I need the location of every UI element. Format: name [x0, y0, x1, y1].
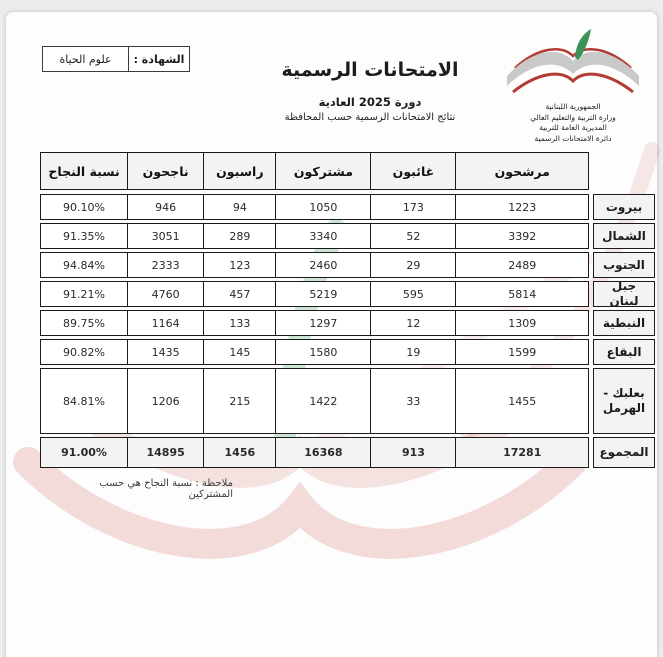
row-beirut: [40, 194, 655, 220]
table-cell: 1455: [508, 394, 537, 408]
table-cell: 33: [371, 369, 456, 433]
table-cell: 145: [204, 340, 276, 364]
row-south: [40, 252, 655, 278]
table-cell: 91.35%: [41, 224, 128, 248]
row-values: [40, 223, 589, 249]
header-passed: ناجحون: [128, 153, 204, 189]
table-cell: 2489: [508, 258, 537, 272]
header-absent: غائبون: [371, 153, 456, 189]
row-values: [40, 339, 589, 365]
table-cell: 90.10%: [41, 195, 128, 219]
page-subtitle: نتائج الامتحانات الرسمية حسب المحافظة: [284, 111, 456, 123]
row-values: [40, 310, 589, 336]
table-cell: 3340: [276, 224, 371, 248]
table-cell: 2333: [128, 253, 204, 277]
row-label: النبطية: [593, 310, 655, 336]
row-values: [40, 194, 589, 220]
session-title: دورة 2025 العادية: [318, 94, 422, 109]
table-cell: 1297: [276, 311, 371, 335]
table-cell: 19: [371, 340, 456, 364]
header-candidates: مرشحون: [494, 163, 550, 179]
table-cell: 29: [371, 253, 456, 277]
logo-line: المديرية العامة للتربية: [539, 123, 607, 132]
table-cell: 173: [371, 195, 456, 219]
certificate-label: الشهادة :: [128, 47, 189, 71]
row-values: [40, 252, 589, 278]
table-cell: 1309: [508, 316, 537, 330]
table-cell: 1580: [276, 340, 371, 364]
row-label: الشمال: [593, 223, 655, 249]
header-block: [40, 152, 589, 190]
row-north: [40, 223, 655, 249]
logo-line: دائرة الامتحانات الرسمية: [534, 133, 612, 143]
row-label: جبل لبنان: [593, 281, 655, 307]
table-cell: 16368: [276, 438, 371, 467]
table-cell: 3051: [128, 224, 204, 248]
title-block: [230, 60, 510, 123]
table-cell: 3392: [508, 229, 537, 243]
row-values: [40, 437, 589, 468]
logo-line: الجمهورية اللبنانية: [545, 102, 601, 111]
table-cell: 913: [371, 438, 456, 467]
table-cell: 94: [204, 195, 276, 219]
row-bekaa: [40, 339, 655, 365]
table-cell: 89.75%: [41, 311, 128, 335]
table-cell: 94.84%: [41, 253, 128, 277]
table-cell: 14895: [128, 438, 204, 467]
row-mount-lebanon: [40, 281, 655, 307]
page-title: الامتحانات الرسمية: [281, 59, 459, 81]
table-cell: 457: [204, 282, 276, 306]
row-values: [40, 368, 589, 434]
row-total: [40, 437, 655, 468]
table-header-row: [40, 152, 655, 190]
table-cell: 4760: [128, 282, 204, 306]
table-cell: 1206: [128, 369, 204, 433]
header-failed: راسبون: [204, 153, 276, 189]
table-cell: 17281: [503, 446, 542, 459]
certificate-box: [42, 46, 190, 72]
results-table: [40, 152, 655, 468]
footnote: ملاحظة : نسبة النجاح هي حسب المشتركين: [99, 478, 233, 500]
table-cell: 1599: [508, 345, 537, 359]
ministry-logo: [498, 28, 648, 144]
table-cell: 1050: [276, 195, 371, 219]
table-cell: 12: [371, 311, 456, 335]
table-cell: 123: [204, 253, 276, 277]
table-cell: 1435: [128, 340, 204, 364]
table-cell: 1164: [128, 311, 204, 335]
table-cell: 215: [204, 369, 276, 433]
table-cell: 52: [371, 224, 456, 248]
table-cell: 595: [371, 282, 456, 306]
table-cell: 91.00%: [41, 438, 128, 467]
row-baalbek-hermel: [40, 368, 655, 434]
header-participants: مشتركون: [276, 153, 371, 189]
table-cell: 2460: [276, 253, 371, 277]
row-nabatieh: [40, 310, 655, 336]
certificate-value: علوم الحياة: [59, 52, 112, 66]
row-label: الجنوب: [593, 252, 655, 278]
row-values: [40, 281, 589, 307]
book-logo-icon: [503, 28, 643, 100]
table-cell: 289: [204, 224, 276, 248]
table-cell: 133: [204, 311, 276, 335]
row-label: بيروت: [593, 194, 655, 220]
table-cell: 1422: [276, 369, 371, 433]
logo-line: وزارة التربية والتعليم العالي: [530, 112, 616, 122]
row-label: المجموع: [593, 437, 655, 468]
row-label: البقاع: [593, 339, 655, 365]
table-cell: 1456: [204, 438, 276, 467]
header-success-rate: نسبة النجاح: [41, 153, 128, 189]
table-cell: 5814: [508, 287, 537, 301]
table-cell: 84.81%: [41, 369, 128, 433]
row-label: بعلبك - الهرمل: [593, 368, 655, 434]
table-cell: 91.21%: [41, 282, 128, 306]
table-cell: 1223: [508, 200, 537, 214]
ministry-logo-text: [498, 102, 648, 144]
table-cell: 5219: [276, 282, 371, 306]
table-cell: 90.82%: [41, 340, 128, 364]
table-cell: 946: [128, 195, 204, 219]
